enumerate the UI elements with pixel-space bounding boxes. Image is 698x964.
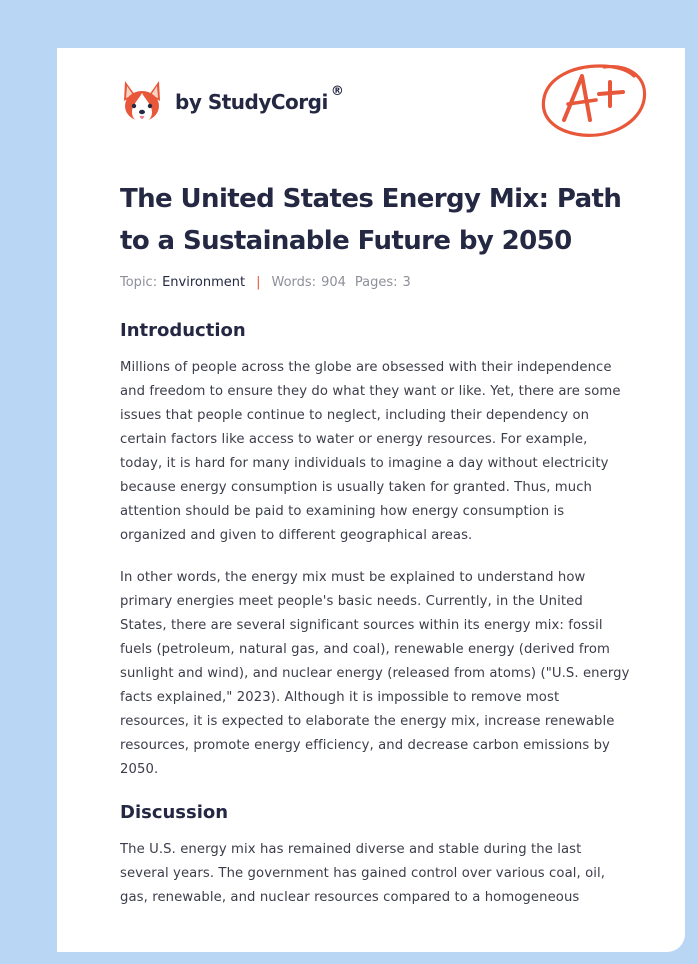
topic-label: Topic: bbox=[120, 275, 158, 290]
essay-content bbox=[120, 178, 632, 910]
corgi-icon bbox=[121, 79, 163, 125]
paragraph: In other words, the energy mix must be explained to understand how primary energies meet people's basic needs. Currently, in the United States, there are several significant sources within its energy mix: fossil fuels (petroleum, natural gas, and coal), renewable energy (derived from sunlight and wind), and nuclear energy (released from atoms) ("U.S. energy facts explained," 2023). Although it is impossible to remove most resources, it is expected to elaborate the energy mix, increase renewable resources, promote energy efficiency, and decrease carbon emissions by 2050. bbox=[120, 570, 630, 777]
topic-link[interactable]: Environment bbox=[162, 275, 246, 290]
pages-count: 3 bbox=[402, 275, 411, 290]
section-heading-introduction: Introduction bbox=[120, 320, 246, 341]
paragraph: The U.S. energy mix has remained diverse and stable during the last several years. The government has gained control over various coal, oil, gas, renewable, and nuclear resources compared to a homogeneous bbox=[120, 842, 606, 905]
pages-label: Pages: bbox=[354, 275, 398, 290]
document-page bbox=[57, 48, 685, 952]
essay-meta bbox=[120, 274, 632, 292]
brand-name: by StudyCorgi ® bbox=[175, 84, 344, 114]
words-count: 904 bbox=[321, 275, 346, 290]
studycorgi-logo[interactable] bbox=[121, 76, 343, 128]
paragraph: Millions of people across the globe are obsessed with their independence and freedom to ensure they do what they want or like. Yet, there are some issues that people continue to neglect, including their dependency on certain factors like access to water or energy resources. For example, today, it is hard for many individuals to imagine a day without electricity because energy consumption is usually taken for granted. Thus, much attention should be paid to examining how energy consumption is organized and given to different geographical areas. bbox=[120, 360, 621, 543]
a-plus-grade-icon bbox=[538, 58, 650, 140]
meta-separator: | bbox=[256, 275, 261, 290]
words-label: Words: bbox=[271, 275, 317, 290]
section-heading-discussion: Discussion bbox=[120, 802, 229, 823]
page-title: The United States Energy Mix: Path to a Sustainable Future by 2050 bbox=[120, 184, 622, 256]
